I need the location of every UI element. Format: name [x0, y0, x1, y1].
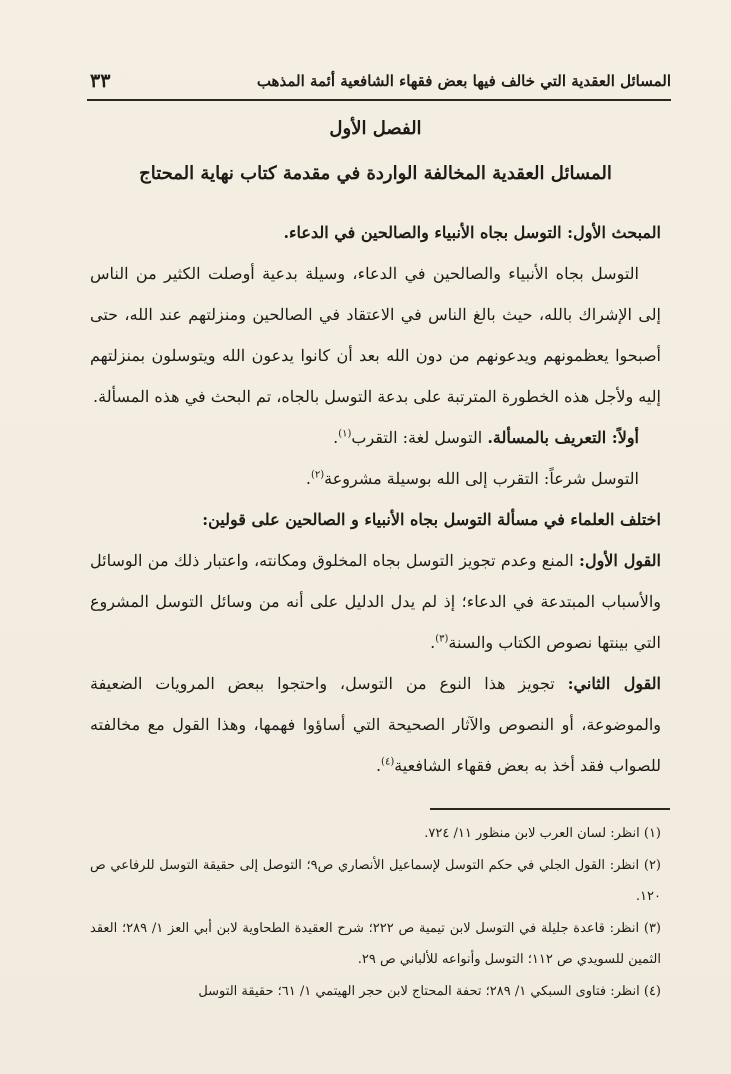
definition-shar: التوسل شرعاً: التقرب إلى الله بوسيلة مشروعة: [324, 469, 639, 488]
definition-line: أولاً: التعريف بالمسألة. التوسل لغة: التقرب$^{(١)}$.: [333, 428, 639, 447]
footnote-4: [90, 976, 661, 1007]
footnote-ref-3: (٣): [435, 633, 449, 645]
main-title: المسائل العقدية المخالفة الواردة في مقدمة كتاب نهاية المحتاج: [139, 163, 612, 184]
definition-language: التوسل لغة: التقرب: [351, 428, 483, 447]
footnote-text: انظر: القول الجلي في حكم التوسل لإسماعيل الأنصاري ص٩؛ التوصل إلى حقيقة التوسل للرفاعي ص ١٢٠.: [90, 858, 661, 904]
footnote-number: (٢): [643, 858, 661, 873]
footnote-2: [90, 850, 661, 912]
opinion-2-label: القول الثاني:: [567, 674, 661, 693]
footnote-1: [90, 818, 661, 849]
opinion-2-text: تجويز هذا النوع من التوسل، واحتجوا ببعض المرويات الضعيفة والموضوعة، أو النصوص والآثار الصحيحة التي أساؤوا فهمها، وهذا القول مع مخالفته للصواب فقد أخذ به بعض فقهاء الشافعية: [90, 674, 661, 775]
footnote-divider: [430, 808, 670, 810]
definition-shar-line: التوسل شرعاً: التقرب إلى الله بوسيلة مشروعة$^{(٢)}$.: [305, 469, 639, 488]
footnote-number: (٣): [643, 921, 661, 936]
definition-label: أولاً: التعريف بالمسألة.: [487, 428, 639, 447]
footnote-ref-2: (٢): [310, 469, 325, 481]
footnote-ref-1: (١): [338, 428, 352, 440]
chapter-title: الفصل الأول: [329, 118, 422, 139]
header-divider: [87, 99, 671, 101]
opinion-1-text: المنع وعدم تجويز التوسل بجاه المخلوق ومكانته، واعتبار ذلك من الوسائل والأسباب المبتدعة في الدعاء؛ إذ لم يدل الدليل على أنه من وسائل التوسل المشروع التي بينتها نصوص الكتاب والسنة: [90, 551, 661, 652]
footnotes: [90, 818, 661, 1008]
footnote-text: انظر: قاعدة جليلة في التوسل لابن تيمية ص ٢٢٢؛ شرح العقيدة الطحاوية لابن أبي العز ١/ ٢٨٩؛ العقد الثمين للسويدي ص ١١٢؛ التوسل وأنواعه للألباني ص ٢٩.: [90, 921, 661, 967]
opinion-2: القول الثاني: تجويز هذا النوع من التوسل، واحتجوا ببعض المرويات الضعيفة والموضوعة، أو النصوص والآثار الصحيحة التي أساؤوا فهمها، وهذا القول مع مخالفته للصواب فقد أخذ به بعض فقهاء الشافعية$^{(٤)}$.: [90, 674, 661, 775]
body-text: [90, 212, 661, 786]
intro-paragraph: التوسل بجاه الأنبياء والصالحين في الدعاء، وسيلة بدعية أوصلت الكثير من الناس إلى الإشراك بالله، حيث بالغ الناس في الاعتقاد في الصالحين ومنزلتهم عند الله، حتى أصبحوا يعظمونهم ويدعونهم من دون الله بعد أن كانوا يدعون الله ويتوسلون بمنزلتهم إليه ولأجل هذه الخطورة المترتبة على بدعة التوسل بالجاه، تم البحث في هذه المسألة.: [90, 264, 661, 406]
footnote-text: انظر: لسان العرب لابن منظور ١١/ ٧٢٤.: [424, 826, 640, 841]
footnote-ref-4: (٤): [381, 756, 395, 768]
footnote-number: (١): [643, 826, 661, 841]
opinion-1: القول الأول: المنع وعدم تجويز التوسل بجاه المخلوق ومكانته، واعتبار ذلك من الوسائل والأسباب المبتدعة في الدعاء؛ إذ لم يدل الدليل على أنه من وسائل التوسل المشروع التي بينتها نصوص الكتاب والسنة$^{(٣)}$.: [90, 551, 661, 652]
page-number: ٣٣: [90, 70, 111, 92]
section-title: المبحث الأول: التوسل بجاه الأنبياء والصالحين في الدعاء.: [283, 223, 661, 242]
footnote-number: (٤): [643, 984, 661, 999]
disagreement-heading: اختلف العلماء في مسألة التوسل بجاه الأنبياء و الصالحين على قولين:: [202, 510, 661, 529]
opinion-1-label: القول الأول:: [579, 551, 661, 570]
footnote-3: [90, 913, 661, 975]
footnote-text: انظر: فتاوى السبكي ١/ ٢٨٩؛ تحفة المحتاج لابن حجر الهيتمي ١/ ٦١؛ حقيقة التوسل: [198, 984, 640, 999]
page-header: [90, 66, 671, 96]
running-title: المسائل العقدية التي خالف فيها بعض فقهاء الشافعية أئمة المذهب: [256, 72, 671, 90]
